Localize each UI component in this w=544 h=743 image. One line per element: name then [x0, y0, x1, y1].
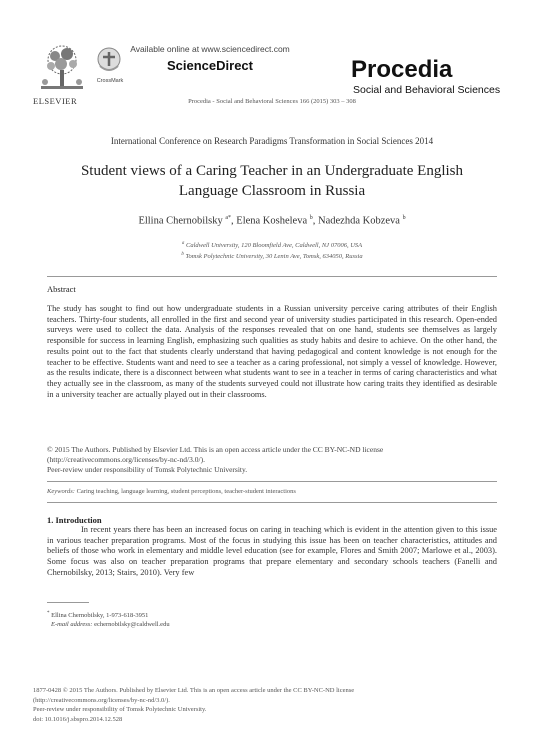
issn-license-line: 1877-0428 © 2015 The Authors. Published by Elsevier Ltd. This is an open access article under the CC BY-NC-ND license: [33, 687, 355, 694]
crossmark-label: CrossMark: [96, 78, 124, 84]
license-link[interactable]: (http://creativecommons.org/licenses/by-nc-nd/3.0/).: [47, 455, 205, 464]
divider: [47, 276, 497, 277]
copyright-notice: [47, 445, 497, 475]
footer-peer-review: Peer-review under responsibility of Tomsk Polytechnic University.: [33, 706, 207, 714]
peer-review-line: Peer-review under responsibility of Tomsk Polytechnic University.: [47, 465, 248, 474]
keywords-label: Keywords:: [47, 488, 75, 495]
affiliation-b: [50, 252, 494, 260]
paper-title: [50, 161, 494, 201]
affiliation-mark: a: [181, 241, 185, 246]
sciencedirect-logo[interactable]: ScienceDirect: [167, 58, 253, 73]
affiliation-mark: b: [181, 252, 184, 257]
email-footnote: [51, 621, 170, 628]
corresponding-author-footnote: [47, 611, 148, 619]
introduction-body: In recent years there has been an increased focus on caring in teaching which is evident in the attention given to this issue in various teacher preparation programs. Most of the focus in studying this issue has been on teacher characteristics, attitudes and beliefs of those who work in elementary and middle level education (see for example, Flores and Smith 2007; Marlowe et al., 2003). Some focus was also on teacher preparation programs that prepare elementary and secondary schools teachers (Fanelli and Chernobilsky, 2013; Stairs, 2010). Very few: [47, 525, 497, 577]
author-separator: ,: [231, 215, 237, 227]
conference-name: International Conference on Research Paradigms Transformation in Social Sciences 2014: [110, 136, 434, 146]
author-list: [50, 215, 494, 227]
author-separator: ,: [312, 215, 319, 227]
footnote-mark: *: [47, 611, 50, 616]
author-name: Ellina Chernobilsky: [138, 215, 223, 227]
keywords: [47, 488, 497, 495]
paper-title-line-1: Student views of a Caring Teacher in an Undergraduate English: [80, 163, 464, 179]
affiliation-a: [50, 241, 494, 249]
footnote-divider: [47, 602, 89, 603]
author-affiliation-mark: b: [309, 215, 313, 221]
author-name: Nadezhda Kobzeva: [318, 215, 400, 227]
email-label: E-mail address:: [51, 621, 93, 628]
page-footer: [33, 686, 503, 724]
corresponding-author-text: Ellina Chernobilsky, 1-973-618-3951: [51, 612, 149, 620]
elsevier-tree-logo: [33, 42, 91, 97]
affiliation-text: Tomsk Polytechnic University, 30 Lenin Ave, Tomsk, 634050, Russia: [185, 253, 363, 261]
available-online-text: Available online at www.sciencedirect.com: [130, 44, 290, 54]
journal-reference: Procedia - Social and Behavioral Sciences 166 (2015) 303 – 308: [188, 98, 356, 105]
paper-title-line-2: Language Classroom in Russia: [178, 183, 366, 199]
author-affiliation-mark: a*: [225, 215, 232, 221]
author-name: Elena Kosheleva: [236, 215, 308, 227]
email-address[interactable]: echernobilsky@caldwell.edu: [92, 621, 170, 628]
abstract-heading: Abstract: [47, 284, 76, 294]
copyright-line: © 2015 The Authors. Published by Elsevier Ltd. This is an open access article under the CC BY-NC-ND license: [47, 445, 384, 454]
author-affiliation-mark: b: [402, 215, 406, 221]
divider: [47, 502, 497, 503]
elsevier-wordmark: ELSEVIER: [33, 96, 78, 106]
crossmark-icon[interactable]: [96, 46, 122, 76]
keywords-text: Caring teaching, language learning, student perceptions, teacher-student interactions: [74, 488, 296, 495]
affiliation-text: Caldwell University, 120 Bloomfield Ave, Caldwell, NJ 07006, USA: [186, 242, 363, 250]
divider: [47, 481, 497, 482]
abstract-body: The study has sought to find out how undergraduate students in a Russian university perceive caring attributes of their English teachers. Thirty-four students, all enrolled in the first and second year of university studies participated in this research. Open-ended surveys were used to collect the data. Analysis of the responses revealed that on one hand, students see themselves as largely responsible for success in learning English, emphasizing such qualities as study habits and desire to achieve. On the other hand, the results point out to the fact that students clearly understand that having pedagogical and content knowledge is not enough for the teacher to be effective. Students want and need to see a teacher as a caring professional, not simply a vessel of knowledge. However, as the results indicate, there is a disconnect between what students want to see in a teacher in terms of caring characteristics and what they actually see in the classroom, as many of the students surveyed could not illustrate how caring traits they identified as desirable in a university teacher are actually played out in their classrooms.: [47, 304, 497, 399]
section-heading-introduction: 1. Introduction: [47, 515, 102, 525]
procedia-logo-title: Procedia: [351, 56, 453, 83]
doi-link[interactable]: doi: 10.1016/j.sbspro.2014.12.528: [33, 715, 123, 723]
footer-license-link[interactable]: (http://creativecommons.org/licenses/by-nc-nd/3.0/).: [33, 696, 170, 704]
procedia-logo-subtitle: Social and Behavioral Sciences: [353, 84, 501, 96]
